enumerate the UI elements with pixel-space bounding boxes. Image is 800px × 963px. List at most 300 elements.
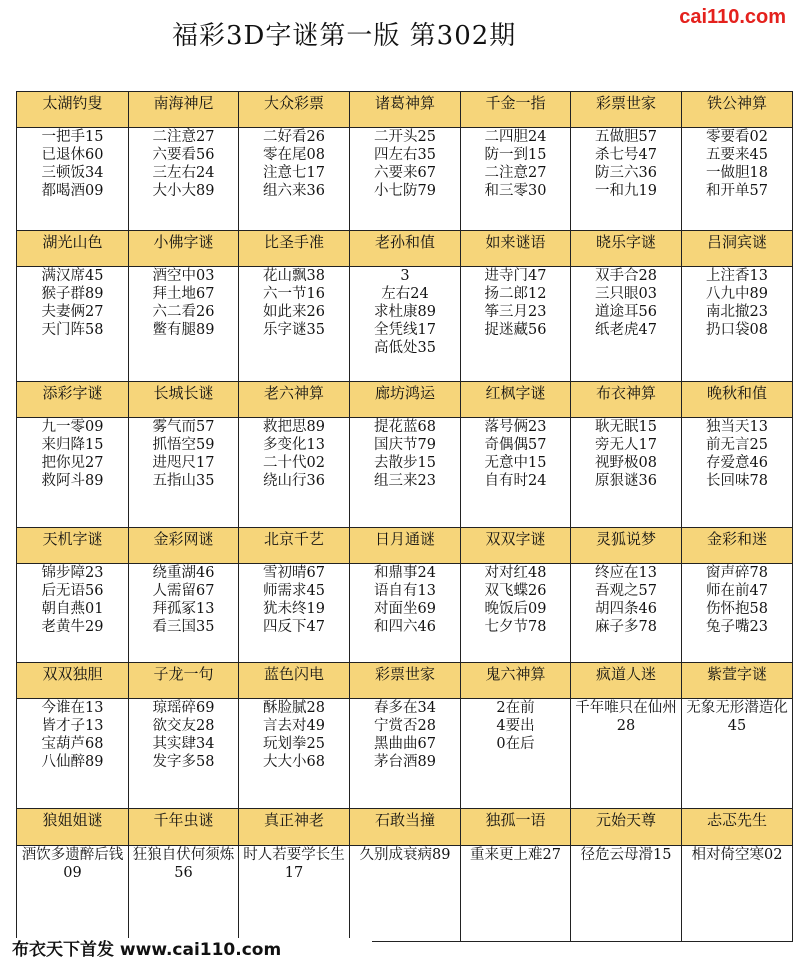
riddle-line: 酒饮多遗醉后钱09 [21, 846, 124, 881]
source-name: 吕洞宾谜 [706, 232, 767, 251]
riddle-cell [350, 699, 461, 809]
riddle-cell [350, 418, 461, 527]
riddle-line: 和四六46 [374, 618, 436, 635]
source-header [571, 382, 682, 418]
riddle-lines [461, 267, 570, 339]
riddle-cell [571, 845, 682, 942]
riddle-row [17, 563, 793, 663]
riddle-line: 麻子多78 [595, 618, 657, 635]
riddle-line: 七夕节78 [484, 618, 547, 635]
riddle-cell [571, 266, 682, 382]
riddle-line: 乐字谜35 [263, 321, 325, 338]
source-header [571, 809, 682, 845]
riddle-line: 旁无人17 [595, 437, 657, 454]
source-header [571, 527, 682, 563]
source-header [129, 663, 239, 699]
riddle-line: 语自有13 [374, 582, 436, 599]
riddle-line: 扬二郎12 [484, 285, 547, 302]
source-header [239, 663, 350, 699]
riddle-lines [350, 846, 460, 864]
riddle-line: 六要来67 [374, 165, 436, 182]
source-header [17, 663, 129, 699]
riddle-line: 皆才子13 [41, 718, 104, 735]
source-header [461, 92, 571, 128]
source-header [350, 230, 461, 266]
riddle-line: 救把思89 [263, 419, 325, 436]
source-name: 千金一指 [485, 94, 546, 112]
riddle-cell [350, 563, 461, 663]
riddle-line: 师需求45 [263, 582, 325, 599]
source-name: 布衣神算 [595, 384, 656, 403]
riddle-cell [239, 845, 350, 942]
riddle-line: 玩划拳25 [263, 736, 325, 753]
riddle-lines [682, 418, 792, 490]
riddle-line: 人需留67 [152, 582, 215, 599]
riddle-line: 如此来26 [263, 303, 325, 320]
riddle-line: 捉迷藏56 [484, 321, 547, 338]
page-title: 福彩3D字谜第一版 第302期 [172, 21, 517, 51]
riddle-lines [350, 128, 460, 200]
riddle-line: 酥脸腻28 [263, 700, 325, 717]
footer-watermark: 布衣天下首发 www.cai110.com [8, 938, 372, 963]
source-name: 廊坊鸿运 [374, 384, 435, 403]
riddle-table [16, 91, 793, 942]
riddle-line: 朝自燕01 [41, 600, 104, 617]
riddle-cell [239, 699, 350, 809]
riddle-line: 注意七17 [263, 165, 325, 182]
source-name: 子龙一句 [153, 665, 214, 684]
source-header [239, 527, 350, 563]
riddle-line: 相对倚空寒02 [691, 846, 783, 863]
riddle-line: 和开单57 [706, 183, 768, 200]
source-header [461, 663, 571, 699]
riddle-line: 伤怀抱58 [706, 600, 768, 617]
source-header [129, 230, 239, 266]
source-header [129, 382, 239, 418]
riddle-line: 终应在13 [595, 564, 657, 581]
riddle-cell [239, 266, 350, 382]
riddle-cell [350, 128, 461, 231]
source-name: 石敢当撞 [374, 811, 435, 830]
source-name: 小佛字谜 [153, 232, 214, 251]
source-name: 忐忑先生 [706, 811, 767, 830]
riddle-cell [682, 845, 793, 942]
riddle-lines [571, 699, 681, 735]
source-name: 长城长谜 [153, 384, 214, 403]
riddle-lines [682, 128, 792, 200]
source-name: 疯道人迷 [595, 665, 656, 684]
riddle-line: 鳖有腿89 [152, 321, 215, 338]
source-name: 蓝色闪电 [263, 665, 324, 684]
riddle-line: 筝三月23 [484, 303, 547, 320]
riddle-lines [350, 564, 460, 636]
riddle-line: 师在前47 [706, 582, 768, 599]
riddle-line: 一做胆18 [706, 165, 768, 182]
riddle-lines [571, 267, 681, 339]
riddle-lines [17, 699, 128, 771]
riddle-line: 长回味78 [706, 473, 768, 490]
header-row [17, 663, 793, 699]
riddle-lines [129, 846, 238, 882]
source-name: 元始天尊 [595, 811, 656, 830]
riddle-line: 来归降15 [41, 437, 104, 454]
source-header [350, 92, 461, 128]
source-name: 太湖钓叟 [42, 94, 103, 112]
riddle-line: 时人若要学长生17 [243, 846, 345, 881]
riddle-line: 六二看26 [152, 303, 215, 320]
riddle-line: 扔口袋08 [706, 321, 768, 338]
source-name: 彩票世家 [374, 665, 435, 684]
riddle-line: 绕重湖46 [152, 564, 215, 581]
riddle-lines [350, 699, 460, 771]
source-header [17, 527, 129, 563]
riddle-line: 琼瑶碎69 [152, 700, 215, 717]
riddle-row [17, 128, 793, 231]
riddle-line: 欲交友28 [152, 718, 215, 735]
riddle-lines [17, 846, 128, 882]
riddle-line: 二开头25 [374, 129, 436, 146]
riddle-cell [239, 563, 350, 663]
source-header [17, 92, 129, 128]
riddle-line: 已退休60 [41, 147, 104, 164]
source-header [17, 809, 129, 845]
riddle-cell [239, 418, 350, 527]
riddle-line: 六一节16 [263, 285, 325, 302]
source-name: 双双字谜 [485, 529, 546, 548]
riddle-lines [461, 418, 570, 490]
riddle-grid [16, 91, 792, 942]
riddle-line: 零要看02 [706, 129, 768, 146]
riddle-line: 耿无眠15 [595, 419, 657, 436]
riddle-lines [682, 564, 792, 636]
riddle-lines [682, 267, 792, 339]
riddle-line: 晚饭后09 [484, 600, 547, 617]
riddle-line: 兔子嘴23 [706, 618, 768, 635]
source-name: 添彩字谜 [42, 384, 103, 403]
source-header [350, 382, 461, 418]
riddle-line: 满汉席45 [41, 267, 104, 284]
riddle-lines [571, 564, 681, 636]
riddle-cell [17, 128, 129, 231]
riddle-line: 进寺门47 [484, 267, 547, 284]
riddle-lines [239, 564, 349, 636]
source-header [571, 92, 682, 128]
riddle-cell [682, 128, 793, 231]
riddle-line: 独当天13 [706, 419, 768, 436]
riddle-cell [571, 563, 682, 663]
riddle-lines [461, 846, 570, 864]
riddle-line: 去散步15 [374, 455, 436, 472]
source-header [350, 809, 461, 845]
riddle-cell [17, 699, 129, 809]
riddle-line: 后无语56 [41, 582, 104, 599]
riddle-cell [17, 563, 129, 663]
riddle-line: 发字多58 [152, 754, 215, 771]
source-header [239, 809, 350, 845]
riddle-line: 三顿饭34 [41, 165, 104, 182]
source-header [461, 382, 571, 418]
source-name: 红枫字谜 [485, 384, 546, 403]
riddle-cell [682, 266, 793, 382]
riddle-cell [461, 563, 571, 663]
riddle-line: 双飞蝶26 [484, 582, 547, 599]
riddle-cell [17, 418, 129, 527]
riddle-line: 一和九19 [595, 183, 657, 200]
riddle-cell [129, 563, 239, 663]
riddle-line: 0在后 [496, 736, 535, 753]
riddle-line: 千年唯只在仙州28 [575, 700, 677, 735]
riddle-line: 大大小68 [263, 754, 325, 771]
riddle-line: 二四胆24 [484, 129, 547, 146]
source-header [239, 382, 350, 418]
riddle-cell [17, 266, 129, 382]
riddle-line: 春多在34 [374, 700, 436, 717]
riddle-cell [682, 563, 793, 663]
riddle-line: 宁赏否28 [374, 718, 436, 735]
riddle-line: 八九中89 [706, 285, 768, 302]
riddle-lines [461, 128, 570, 200]
riddle-lines [129, 564, 238, 636]
source-header [129, 527, 239, 563]
riddle-line: 胡四条46 [595, 600, 657, 617]
source-header [682, 527, 793, 563]
riddle-lines [682, 846, 792, 864]
riddle-line: 都喝酒09 [41, 183, 104, 200]
riddle-line: 天门阵58 [41, 321, 104, 338]
header-row [17, 230, 793, 266]
riddle-lines [571, 418, 681, 490]
source-name: 双双独胆 [42, 665, 103, 684]
riddle-line: 全凭线17 [374, 321, 436, 338]
riddle-line: 其实肆34 [152, 736, 215, 753]
riddle-cell [129, 845, 239, 942]
riddle-line: 组六来36 [263, 183, 325, 200]
source-name: 湖光山色 [42, 232, 103, 251]
source-header [461, 527, 571, 563]
source-header [350, 663, 461, 699]
riddle-line: 提花蓝68 [374, 419, 436, 436]
riddle-line: 对对红48 [484, 564, 547, 581]
riddle-lines [682, 699, 792, 735]
riddle-lines [350, 418, 460, 490]
site-logo: cai110.com [679, 6, 786, 28]
riddle-lines [129, 267, 238, 339]
riddle-line: 狂狼自伏何须炼56 [132, 846, 235, 881]
riddle-line: 窗声碎78 [706, 564, 768, 581]
riddle-lines [239, 128, 349, 200]
source-header [461, 809, 571, 845]
riddle-lines [239, 846, 349, 882]
source-header [682, 230, 793, 266]
riddle-line: 大小大89 [152, 183, 215, 200]
source-header [571, 663, 682, 699]
riddle-line: 把你见27 [41, 455, 104, 472]
source-header [129, 809, 239, 845]
riddle-line: 看三国35 [152, 618, 215, 635]
riddle-line: 上注香13 [706, 267, 768, 284]
riddle-line: 求杜康89 [374, 303, 436, 320]
riddle-line: 五做胆57 [595, 129, 657, 146]
riddle-line: 道途耳56 [595, 303, 657, 320]
top-bar [0, 0, 800, 75]
source-name: 晚秋和值 [706, 384, 767, 403]
riddle-line: 2在前 [496, 700, 535, 717]
source-header [461, 230, 571, 266]
source-name: 大众彩票 [263, 94, 324, 112]
riddle-cell [461, 128, 571, 231]
riddle-line: 夫妻俩27 [41, 303, 104, 320]
source-header [682, 663, 793, 699]
riddle-lines [17, 267, 128, 339]
riddle-lines [17, 418, 128, 490]
riddle-line: 五要来45 [706, 147, 768, 164]
source-header [682, 382, 793, 418]
source-name: 老孙和值 [374, 232, 435, 251]
source-header [571, 230, 682, 266]
riddle-line: 绕山行36 [263, 473, 325, 490]
riddle-line: 犹未终19 [263, 600, 325, 617]
riddle-line: 原狠谜36 [595, 473, 657, 490]
riddle-line: 四反下47 [263, 618, 325, 635]
source-name: 老六神算 [263, 384, 324, 403]
riddle-cell [461, 266, 571, 382]
source-name: 灵狐说梦 [595, 529, 656, 548]
riddle-lines [461, 699, 570, 753]
riddle-line: 三只眼03 [595, 285, 657, 302]
riddle-line: 五指山35 [152, 473, 215, 490]
riddle-line: 六要看56 [152, 147, 215, 164]
source-name: 真正神老 [263, 811, 324, 830]
source-name: 独孤一语 [485, 811, 546, 830]
riddle-row [17, 266, 793, 382]
riddle-lines [350, 267, 460, 357]
riddle-line: 国庆节79 [374, 437, 436, 454]
riddle-line: 言去对49 [263, 718, 325, 735]
riddle-line: 存爱意46 [706, 455, 768, 472]
riddle-lines [571, 128, 681, 200]
riddle-line: 防一到15 [484, 147, 547, 164]
riddle-line: 奇偶偶57 [484, 437, 547, 454]
riddle-line: 酒空中03 [152, 267, 215, 284]
riddle-line: 落号俩23 [484, 419, 547, 436]
riddle-cell [571, 418, 682, 527]
source-header [239, 92, 350, 128]
riddle-line: 二好看26 [263, 129, 325, 146]
riddle-line: 视野极08 [595, 455, 657, 472]
header-row [17, 809, 793, 845]
source-header [17, 230, 129, 266]
riddle-line: 无意中15 [484, 455, 547, 472]
riddle-line: 一把手15 [41, 129, 104, 146]
riddle-line: 对面坐69 [374, 600, 436, 617]
riddle-lines [17, 564, 128, 636]
riddle-line: 防三六36 [595, 165, 657, 182]
riddle-line: 拜土地67 [152, 285, 215, 302]
riddle-line: 小七防79 [374, 183, 436, 200]
riddle-cell [461, 699, 571, 809]
riddle-line: 吾观之57 [595, 582, 657, 599]
riddle-line: 纸老虎47 [595, 321, 657, 338]
riddle-line: 二注意27 [152, 129, 215, 146]
riddle-line: 八仙醉89 [41, 754, 104, 771]
source-name: 诸葛神算 [374, 94, 435, 112]
riddle-lines [239, 267, 349, 339]
riddle-line: 4要出 [496, 718, 535, 735]
riddle-line: 无象无形潜造化45 [686, 700, 788, 735]
riddle-line: 雪初晴67 [263, 564, 325, 581]
riddle-cell [17, 845, 129, 942]
riddle-line: 九一零09 [41, 419, 104, 436]
source-name: 狼姐姐谜 [42, 811, 103, 830]
riddle-line: 和鼎事24 [374, 564, 436, 581]
source-name: 日月通谜 [374, 529, 435, 548]
riddle-line: 拜孤冢13 [152, 600, 215, 617]
riddle-cell [129, 418, 239, 527]
riddle-row [17, 699, 793, 809]
riddle-row [17, 418, 793, 527]
riddle-line: 组三来23 [374, 473, 436, 490]
riddle-lines [461, 564, 570, 636]
riddle-line: 今谁在13 [41, 700, 104, 717]
riddle-cell [350, 266, 461, 382]
source-name: 铁公神算 [706, 94, 767, 112]
source-header [129, 92, 239, 128]
riddle-cell [461, 418, 571, 527]
riddle-line: 自有时24 [484, 473, 547, 490]
riddle-line: 二注意27 [484, 165, 547, 182]
header-row [17, 527, 793, 563]
riddle-line: 径危云母滑15 [580, 846, 672, 863]
riddle-line: 雾气而57 [152, 419, 215, 436]
riddle-lines [239, 418, 349, 490]
source-name: 千年虫谜 [153, 811, 214, 830]
header-row [17, 92, 793, 128]
source-header [350, 527, 461, 563]
riddle-line: 零在尾08 [263, 147, 325, 164]
riddle-lines [239, 699, 349, 771]
source-name: 鬼六神算 [485, 665, 546, 684]
riddle-cell [682, 699, 793, 809]
riddle-line: 高低处35 [374, 339, 436, 356]
riddle-cell [571, 699, 682, 809]
riddle-cell [350, 845, 461, 942]
riddle-line: 宝葫芦68 [41, 736, 104, 753]
source-name: 金彩网谜 [153, 529, 214, 548]
riddle-line: 三左右24 [152, 165, 215, 182]
source-name: 南海神尼 [153, 94, 214, 112]
header-row [17, 382, 793, 418]
riddle-lines [129, 128, 238, 200]
riddle-lines [571, 846, 681, 864]
riddle-line: 猴子群89 [41, 285, 104, 302]
source-header [17, 382, 129, 418]
source-name: 金彩和迷 [706, 529, 767, 548]
source-header [682, 809, 793, 845]
riddle-lines [129, 418, 238, 490]
riddle-line: 久别成衰病89 [359, 846, 451, 863]
riddle-row [17, 845, 793, 942]
source-name: 紫萱字谜 [706, 665, 767, 684]
source-name: 北京千艺 [263, 529, 324, 548]
riddle-line: 和三零30 [484, 183, 547, 200]
source-name: 彩票世家 [595, 94, 656, 112]
riddle-line: 南北撤23 [706, 303, 768, 320]
riddle-lines [17, 128, 128, 200]
riddle-line: 左右24 [381, 285, 429, 302]
source-header [682, 92, 793, 128]
riddle-line: 老黄牛29 [41, 618, 104, 635]
source-name: 天机字谜 [42, 529, 103, 548]
